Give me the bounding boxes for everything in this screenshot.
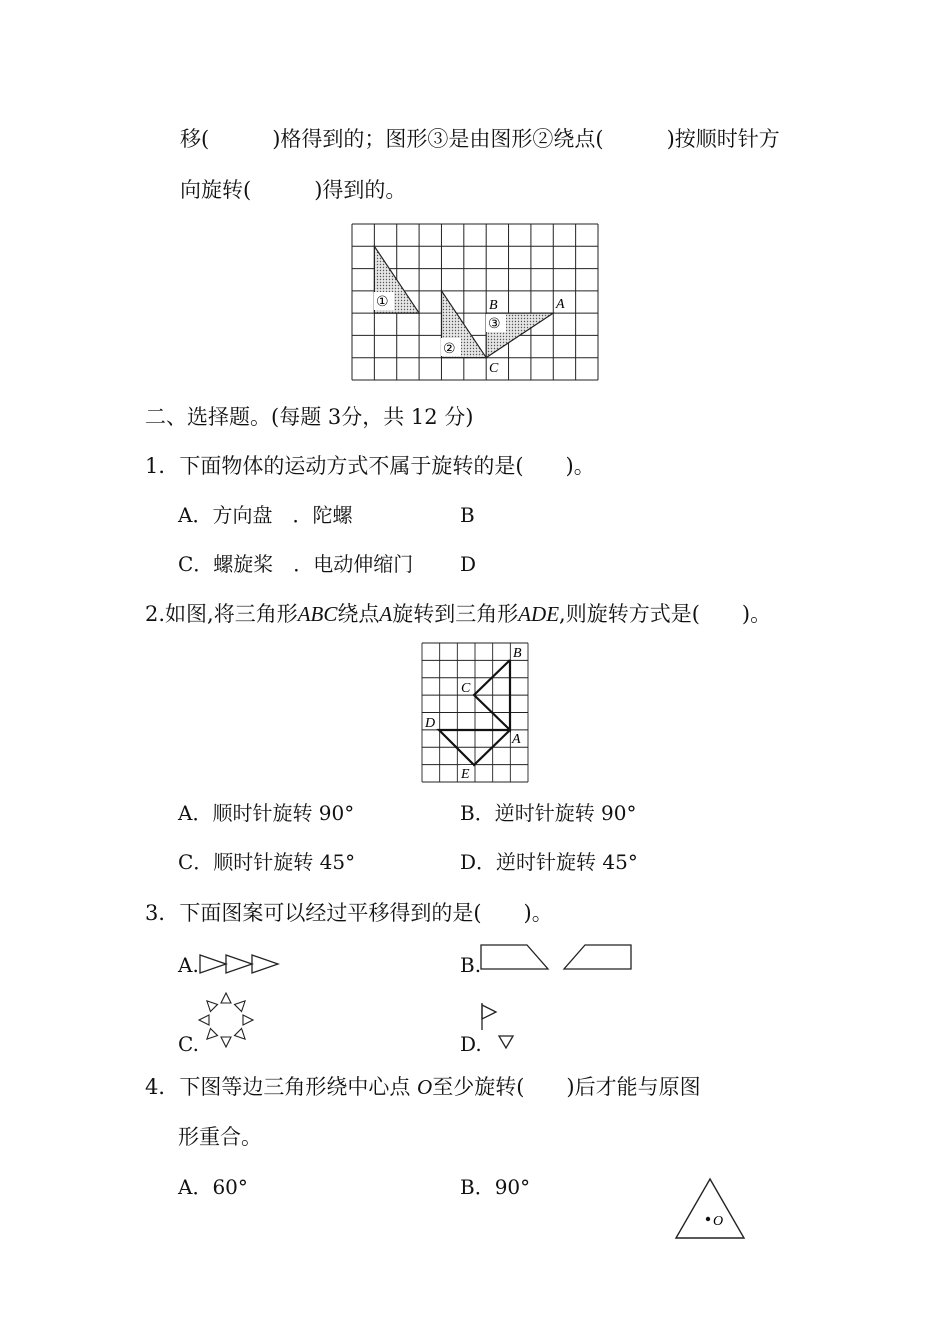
point-c-label: C bbox=[489, 361, 499, 376]
rotation-grid-figure bbox=[352, 224, 598, 380]
q2-option-a: A．顺时针旋转 90° bbox=[178, 801, 355, 825]
shape-2-label: ② bbox=[443, 341, 456, 357]
q4-stem-line-2: 形重合。 bbox=[178, 1125, 262, 1149]
q1-option-d: D bbox=[460, 552, 477, 576]
intro-line-1: 移( )格得到的；图形③是由图形②绕点( )按顺时针方 bbox=[180, 127, 780, 151]
q3-option-b-trapezoids bbox=[480, 944, 635, 972]
point-b-label: B bbox=[489, 298, 498, 313]
q4-equilateral-triangle-figure bbox=[674, 1178, 746, 1240]
q1-option-b: B bbox=[460, 503, 475, 527]
center-point-o bbox=[706, 1217, 710, 1221]
q3-option-d-flag-figure bbox=[480, 1002, 516, 1052]
small-triangle bbox=[243, 1015, 253, 1025]
q2-stem: 2.如图,将三角形ABC绕点A旋转到三角形ADE,则旋转方式是( )。 bbox=[145, 602, 772, 626]
intro-line-2: 向旋转( )得到的。 bbox=[180, 178, 407, 202]
q4-stem: 4．下图等边三角形绕中心点 O至少旋转( )后才能与原图 bbox=[145, 1075, 701, 1099]
small-triangle bbox=[221, 1037, 231, 1047]
center-o-label: O bbox=[713, 1214, 724, 1229]
small-triangle bbox=[203, 997, 217, 1011]
q1-option-c: C．螺旋桨 ．电动伸缩门 bbox=[178, 552, 414, 576]
point-a-label: A bbox=[556, 297, 565, 312]
small-triangle bbox=[199, 1015, 209, 1025]
section-2-title: 二、选择题。(每题 3分，共 12 分) bbox=[145, 405, 474, 429]
small-triangle bbox=[234, 997, 248, 1011]
q3-option-c-rotated-triangles bbox=[196, 991, 256, 1049]
q2-option-d: D．逆时针旋转 45° bbox=[460, 850, 638, 874]
q2-option-c: C．顺时针旋转 45° bbox=[178, 850, 356, 874]
q1-option-a: A．方向盘 ．陀螺 bbox=[178, 503, 353, 527]
q3-option-d-label: D. bbox=[460, 1032, 482, 1056]
q3-option-a-triangles bbox=[199, 954, 281, 974]
shape-1-label: ① bbox=[376, 294, 389, 310]
q1-stem: 1．下面物体的运动方式不属于旋转的是( )。 bbox=[145, 454, 595, 478]
q2-option-b: B．逆时针旋转 90° bbox=[460, 801, 637, 825]
q2-point-e-label: E bbox=[461, 767, 470, 782]
q2-point-b-label: B bbox=[513, 646, 522, 661]
small-triangle bbox=[234, 1028, 248, 1042]
shape-3-label: ③ bbox=[488, 316, 501, 332]
small-triangle bbox=[203, 1028, 217, 1042]
small-triangle bbox=[221, 993, 231, 1003]
q2-point-a-label: A bbox=[512, 732, 521, 747]
q2-point-d-label: D bbox=[425, 716, 436, 731]
q3-stem: 3．下面图案可以经过平移得到的是( )。 bbox=[145, 901, 553, 925]
q4-option-a: A．60° bbox=[178, 1175, 248, 1199]
q3-option-a-label: A. bbox=[178, 953, 199, 977]
q3-option-b-label: B. bbox=[460, 953, 482, 977]
q2-point-c-label: C bbox=[461, 681, 471, 696]
q2-rotation-figure bbox=[422, 643, 528, 782]
q4-option-b: B．90° bbox=[460, 1175, 531, 1199]
q3-option-c-label: C. bbox=[178, 1032, 199, 1056]
